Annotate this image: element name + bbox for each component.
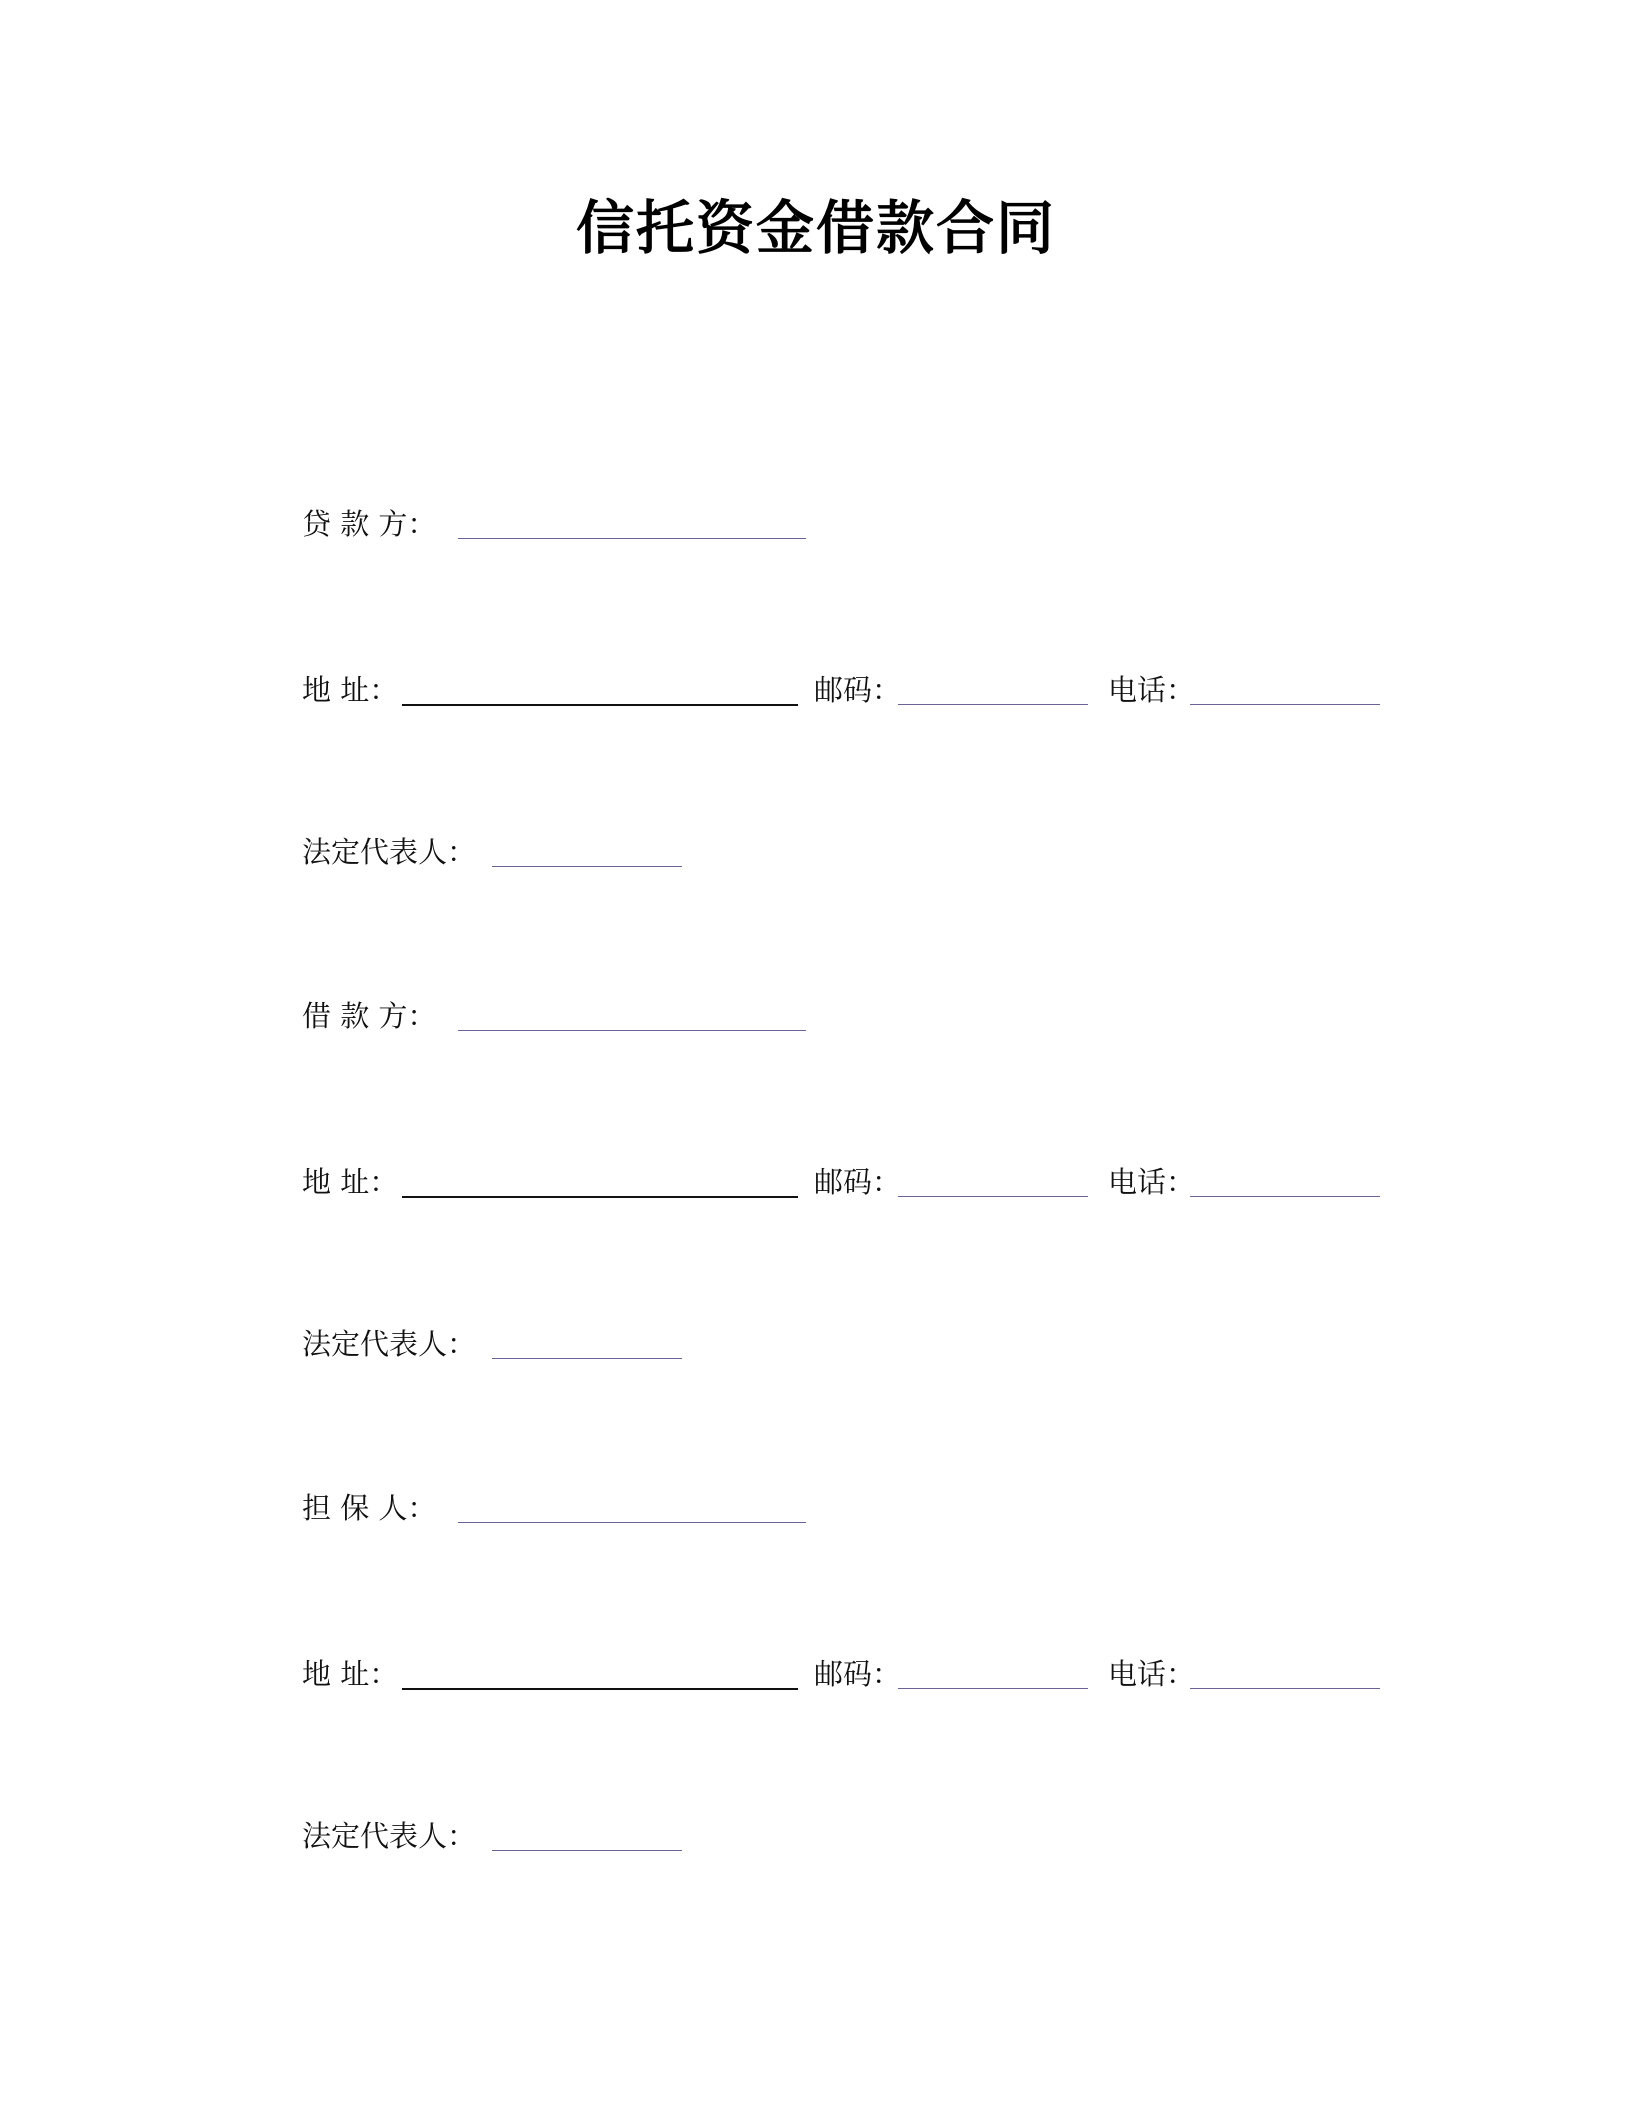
borrower-legal-rep-label: 法定代表人： — [302, 1327, 477, 1361]
lender-address-label: 地 址： — [302, 673, 399, 707]
guarantor-postcode-blank[interactable] — [898, 1688, 1088, 1689]
lender-postcode-label: 邮码： — [814, 673, 902, 707]
guarantor-name-blank[interactable] — [458, 1522, 806, 1523]
lender-address-blank[interactable] — [402, 704, 798, 706]
lender-postcode-blank[interactable] — [898, 704, 1088, 705]
borrower-address-label: 地 址： — [302, 1165, 399, 1199]
guarantor-party-label: 担 保 人： — [302, 1491, 437, 1525]
lender-phone-label: 电话： — [1108, 673, 1196, 707]
borrower-postcode-blank[interactable] — [898, 1196, 1088, 1197]
borrower-name-blank[interactable] — [458, 1030, 806, 1031]
page-title: 信托资金借款合同 — [575, 194, 1056, 262]
lender-name-blank[interactable] — [458, 538, 806, 539]
borrower-phone-label: 电话： — [1108, 1165, 1196, 1199]
borrower-postcode-label: 邮码： — [814, 1165, 902, 1199]
lender-legal-rep-label: 法定代表人： — [302, 835, 477, 869]
guarantor-address-label: 地 址： — [302, 1657, 399, 1691]
guarantor-legal-rep-label: 法定代表人： — [302, 1819, 477, 1853]
lender-legal-rep-blank[interactable] — [492, 866, 682, 867]
guarantor-phone-label: 电话： — [1108, 1657, 1196, 1691]
guarantor-address-blank[interactable] — [402, 1688, 798, 1690]
lender-phone-blank[interactable] — [1190, 704, 1380, 705]
borrower-legal-rep-blank[interactable] — [492, 1358, 682, 1359]
borrower-party-label: 借 款 方： — [302, 999, 437, 1033]
guarantor-legal-rep-blank[interactable] — [492, 1850, 682, 1851]
borrower-address-blank[interactable] — [402, 1196, 798, 1198]
guarantor-phone-blank[interactable] — [1190, 1688, 1380, 1689]
borrower-phone-blank[interactable] — [1190, 1196, 1380, 1197]
guarantor-postcode-label: 邮码： — [814, 1657, 902, 1691]
lender-party-label: 贷 款 方： — [302, 507, 437, 541]
